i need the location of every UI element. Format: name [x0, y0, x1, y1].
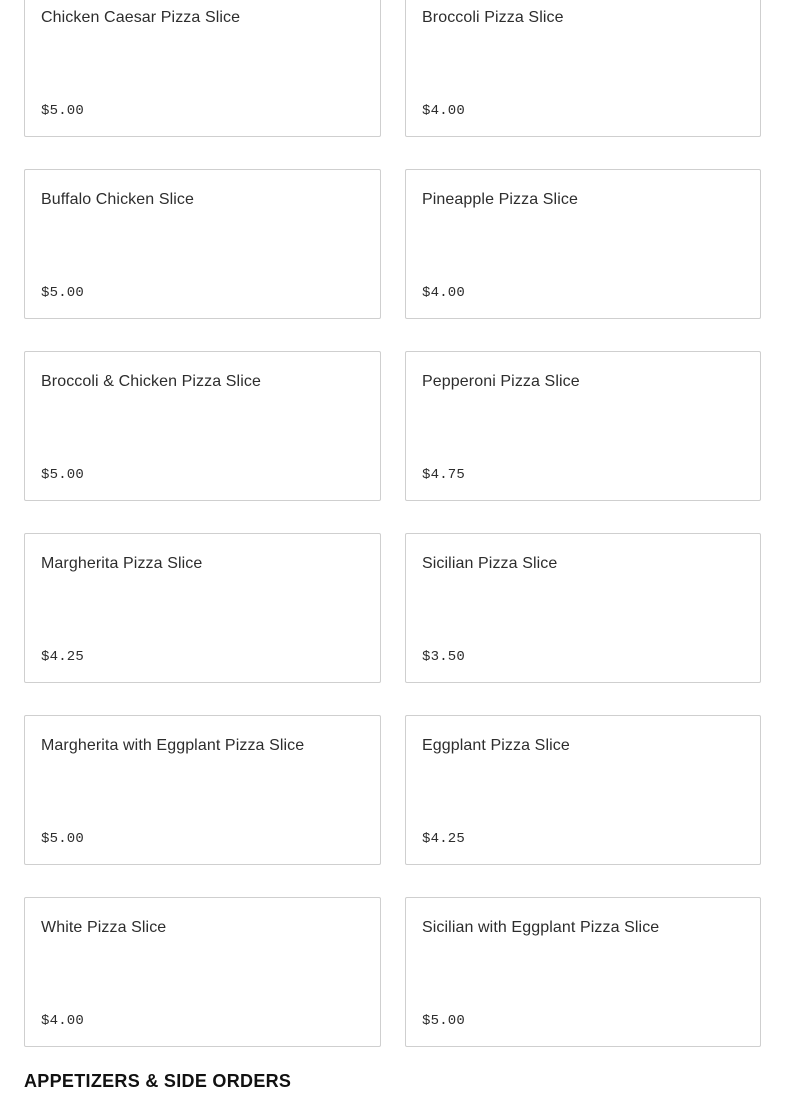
- menu-item-name: Eggplant Pizza Slice: [422, 737, 570, 754]
- menu-item-card[interactable]: [405, 0, 761, 137]
- menu-item-price: $5.00: [41, 103, 85, 119]
- menu-item-card[interactable]: [405, 533, 761, 683]
- menu-item-card[interactable]: [24, 897, 381, 1047]
- menu-item-price: $5.00: [422, 1013, 466, 1029]
- menu-item-grid: [24, 0, 761, 1047]
- menu-item-price: $5.00: [41, 831, 85, 847]
- menu-item-card[interactable]: [24, 0, 381, 137]
- menu-item-price: $4.25: [41, 649, 85, 665]
- menu-item-card[interactable]: [405, 169, 761, 319]
- menu-item-price: $4.00: [422, 285, 466, 301]
- menu-item-price: $4.00: [41, 1013, 85, 1029]
- menu-item-card[interactable]: [405, 715, 761, 865]
- menu-item-name: Pepperoni Pizza Slice: [422, 373, 580, 390]
- menu-item-card[interactable]: [24, 715, 381, 865]
- menu-item-price: $5.00: [41, 285, 85, 301]
- menu-item-name: White Pizza Slice: [41, 919, 167, 936]
- menu-item-price: $3.50: [422, 649, 466, 665]
- menu-item-card[interactable]: [405, 351, 761, 501]
- menu-item-card[interactable]: [24, 351, 381, 501]
- menu-item-card[interactable]: [24, 533, 381, 683]
- menu-item-price: $4.00: [422, 103, 466, 119]
- section-heading-appetizers: APPETIZERS & SIDE ORDERS: [24, 1071, 292, 1091]
- menu-item-card[interactable]: [405, 897, 761, 1047]
- menu-item-name: Margherita with Eggplant Pizza Slice: [41, 737, 305, 754]
- menu-item-card[interactable]: [24, 169, 381, 319]
- menu-item-name: Sicilian Pizza Slice: [422, 555, 558, 572]
- menu-item-name: Broccoli Pizza Slice: [422, 9, 564, 26]
- menu-item-name: Pineapple Pizza Slice: [422, 191, 578, 208]
- menu-item-price: $4.25: [422, 831, 466, 847]
- menu-item-price: $4.75: [422, 467, 466, 483]
- menu-item-name: Broccoli & Chicken Pizza Slice: [41, 373, 261, 390]
- menu-item-name: Sicilian with Eggplant Pizza Slice: [422, 919, 660, 936]
- menu-item-name: Buffalo Chicken Slice: [41, 191, 194, 208]
- menu-item-name: Chicken Caesar Pizza Slice: [41, 9, 241, 26]
- menu-item-price: $5.00: [41, 467, 85, 483]
- menu-item-name: Margherita Pizza Slice: [41, 555, 203, 572]
